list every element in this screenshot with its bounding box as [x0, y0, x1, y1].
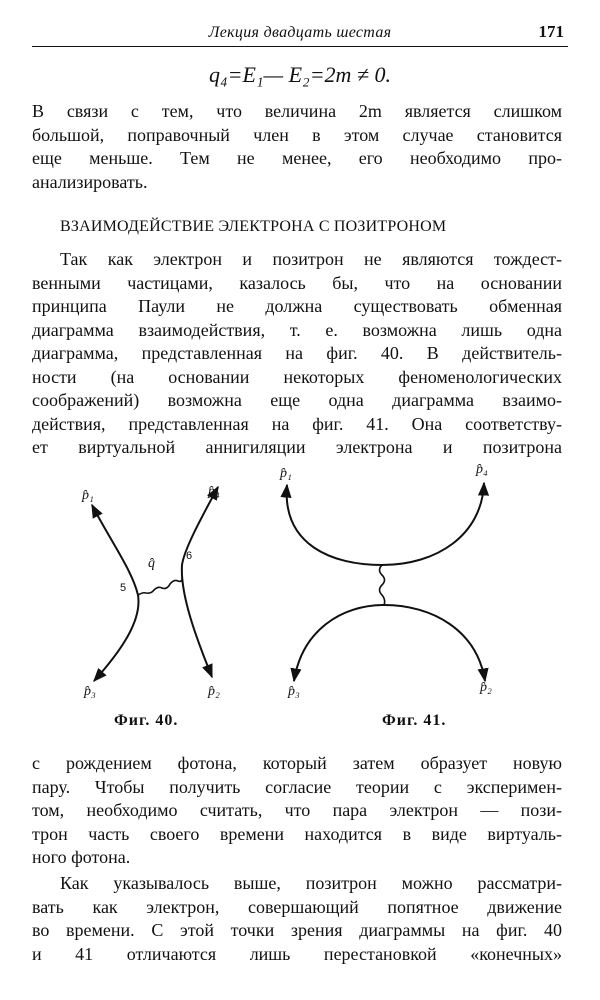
fig41-upper-line — [287, 483, 484, 565]
text-line: том, необходимо считать, что пара электрон — пози- — [32, 800, 562, 820]
fig41-label-p1: p̂₁ — [280, 466, 292, 481]
fig40-label-p1: p̂₁ — [82, 488, 94, 503]
text-line: трон часть своего времени находится в виде виртуаль- — [32, 823, 562, 844]
fig41-label-p3: p̂₃ — [288, 684, 300, 699]
fig40-label-p3: p̂₃ — [84, 684, 96, 699]
fig40-caption: Фиг. 40. — [114, 712, 179, 729]
figures — [32, 455, 568, 710]
fig41-lower-line — [294, 605, 485, 681]
fig40-right-line — [182, 487, 218, 677]
chapter-title: Лекция двадцать шестая — [208, 24, 392, 41]
fig40-vertex-5: 5 — [120, 582, 127, 594]
fig40-vertex-6: 6 — [186, 550, 193, 562]
text-line: во времени. С этой точки зрения диаграммы на фиг. 40 — [32, 920, 562, 940]
fig41-caption: Фиг. 41. — [382, 712, 447, 729]
running-header — [32, 22, 568, 47]
fig40-diagram — [81, 484, 220, 699]
paragraph-4 — [32, 872, 562, 966]
paragraph-3 — [32, 752, 562, 870]
text-line: действия, представленная на фиг. 41. Она соответству- — [32, 413, 562, 434]
text-line: диаграмма взаимодействия, т. е. возможна лишь одна — [32, 319, 562, 340]
text-line: ного фотона. — [32, 847, 131, 867]
text-line: В связи с тем, что величина 2m является слишком — [32, 101, 562, 121]
text-line: диаграмма, представленная на фиг. 40. В действитель- — [32, 343, 562, 363]
fig40-photon — [138, 575, 182, 595]
text-line: принципа Паули не должна существовать обменная — [32, 296, 562, 316]
paragraph-1 — [32, 100, 562, 194]
text-line: соображений) возможна еще одна диаграмма взаимо- — [32, 390, 562, 410]
text-line: и 41 отличаются лишь перестановкой «конечных» — [32, 943, 562, 964]
fig41-label-p4: p̂₄ — [476, 462, 488, 477]
page-number: 171 — [538, 22, 564, 41]
book-page — [32, 0, 568, 1000]
fig40-label-p4: p̂₄ — [208, 484, 220, 499]
text-line: большой, поправочный член в этом случае становится — [32, 124, 562, 145]
section-heading: ВЗАИМОДЕЙСТВИЕ ЭЛЕКТРОНА С ПОЗИТРОНОМ — [60, 218, 447, 235]
fig41-label-p2: p̂₂ — [480, 680, 492, 695]
equation: q₄=E₁— E₂=2m ≠ 0. — [208, 62, 392, 87]
fig40-label-q: q̂ — [148, 556, 155, 571]
fig41-diagram — [279, 462, 492, 699]
text-line: ности (на основании некоторых феноменологических — [32, 366, 562, 387]
paragraph-2 — [32, 248, 562, 460]
fig40-label-p2: p̂₂ — [208, 684, 220, 699]
text-line: с рождением фотона, который затем образует новую — [32, 753, 562, 773]
fig41-photon — [380, 565, 385, 605]
text-line: еще меньше. Тем не менее, его необходимо про- — [32, 148, 562, 168]
text-line: пару. Чтобы получить согласие теории с эксперимен- — [32, 776, 562, 797]
text-line: Как указывалось выше, позитрон можно рассматри- — [60, 873, 562, 893]
text-line: Так как электрон и позитрон не являются тождест- — [60, 249, 562, 269]
fig40-left-line — [92, 505, 139, 681]
text-line: вать как электрон, совершающий попятное движение — [32, 896, 562, 917]
text-line: анализировать. — [32, 171, 148, 192]
text-line: ет виртуальной аннигиляции электрона и позитрона — [32, 437, 562, 457]
text-line: венными частицами, казалось бы, что на основании — [32, 272, 562, 293]
